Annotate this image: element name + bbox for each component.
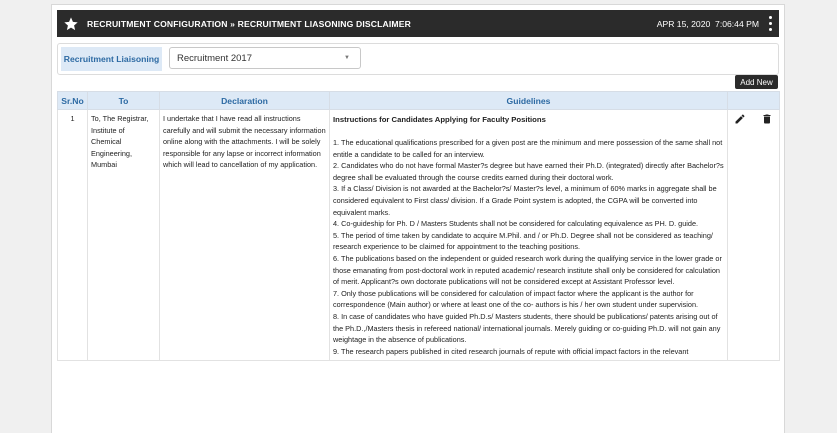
col-header-actions bbox=[728, 92, 780, 110]
guidelines-heading: Instructions for Candidates Applying for Faculty Positions bbox=[333, 115, 546, 124]
disclaimer-table bbox=[57, 91, 780, 361]
guideline-item: 3. If a Class/ Division is not awarded at the Bachelor?s/ Master?s level, a minimum of 60% marks in aggregate shall be considered equivalent to First class/ division. If a Grade Point system is adopted, the CGPA will be converted into equivalent marks. bbox=[333, 184, 717, 217]
guideline-item: 2. Candidates who do not have formal Master?s degree but have earned their Ph.D. (integrated) directly after Bachelor?s degree shall be evaluated through the course credits earned during their doctoral work. bbox=[333, 161, 724, 182]
filter-row bbox=[57, 43, 779, 75]
recruitment-select[interactable] bbox=[169, 47, 361, 69]
cell-srno: 1 bbox=[58, 110, 88, 361]
page-title: RECRUITMENT CONFIGURATION » RECRUITMENT LIASONING DISCLAIMER bbox=[87, 18, 411, 29]
guideline-item: 9. The research papers published in cited research journals of repute with official impact factors in the relevant bbox=[333, 346, 689, 356]
date-text: APR 15, 2020 bbox=[656, 18, 711, 29]
edit-pencil-icon[interactable] bbox=[734, 113, 746, 125]
cell-declaration: I undertake that I have read all instructions carefully and will submit the necessary information online along with the attachments. I will be solely responsible for any lapse or incorrect information which will lead to cancellation of my application. bbox=[160, 110, 330, 361]
star-icon bbox=[63, 16, 79, 32]
guideline-item: 8. In case of candidates who have guided Ph.D.s/ Masters students, there should be publications/ patents arising out of the Ph.D.,/Masters thesis in refereed national/ international journals. Merely guiding or co-guiding Ph.D. will not gain any weightage in the absence of publications. bbox=[333, 311, 721, 345]
cell-to: To, The Registrar, Institute of Chemical Engineering, Mumbai bbox=[88, 110, 160, 361]
guideline-item: 5. The period of time taken by candidate to acquire M.Phil. and / or Ph.D. Degree shall not be considered as teaching/ research experience to be claimed for appointment to the teaching positions. bbox=[333, 230, 713, 252]
more-options-icon[interactable] bbox=[767, 16, 773, 31]
add-new-button[interactable]: Add New bbox=[735, 75, 778, 89]
col-header-declaration: Declaration bbox=[160, 92, 330, 110]
time-text: 7:06:44 PM bbox=[715, 18, 759, 29]
col-header-guidelines: Guidelines bbox=[330, 92, 728, 110]
title-bar bbox=[57, 10, 779, 37]
table-header-row bbox=[58, 92, 780, 110]
main-panel bbox=[51, 4, 785, 433]
chevron-down-icon: ▼ bbox=[344, 55, 350, 61]
cell-guidelines bbox=[330, 110, 728, 361]
guideline-item: 7. Only those publications will be considered for calculation of impact factor where the applicant is the author for correspondence (Main author) or where at least one of the co- authors is his / her own student under supervision. bbox=[333, 288, 699, 310]
delete-trash-icon[interactable] bbox=[761, 113, 773, 125]
table-row bbox=[58, 110, 780, 361]
guideline-item: 4. Co-guideship for Ph. D / Masters Students shall not be considered for calculating equivalence as PH. D. guide. bbox=[333, 219, 699, 229]
recruitment-select-value: Recruitment 2017 bbox=[177, 52, 252, 64]
guideline-item: 6. The publications based on the independent or guided research work during the qualifying service in the lower grade or those emanating from post-doctoral work in reputed academic/ research institute shall only be considered for calculation of merit. Applicant?s own doctorate publications will not be considered except at Assistant Professor level. bbox=[333, 253, 722, 287]
datetime bbox=[657, 19, 759, 29]
cell-actions bbox=[728, 110, 780, 361]
filter-label: Recruitment Liaisoning bbox=[61, 47, 162, 71]
col-header-srno: Sr.No bbox=[58, 92, 88, 110]
guideline-item: 1. The educational qualifications prescribed for a given post are the minimum and mere possession of the same shall not entitle a candidate to be called for an interview. bbox=[333, 138, 723, 159]
col-header-to: To bbox=[88, 92, 160, 110]
